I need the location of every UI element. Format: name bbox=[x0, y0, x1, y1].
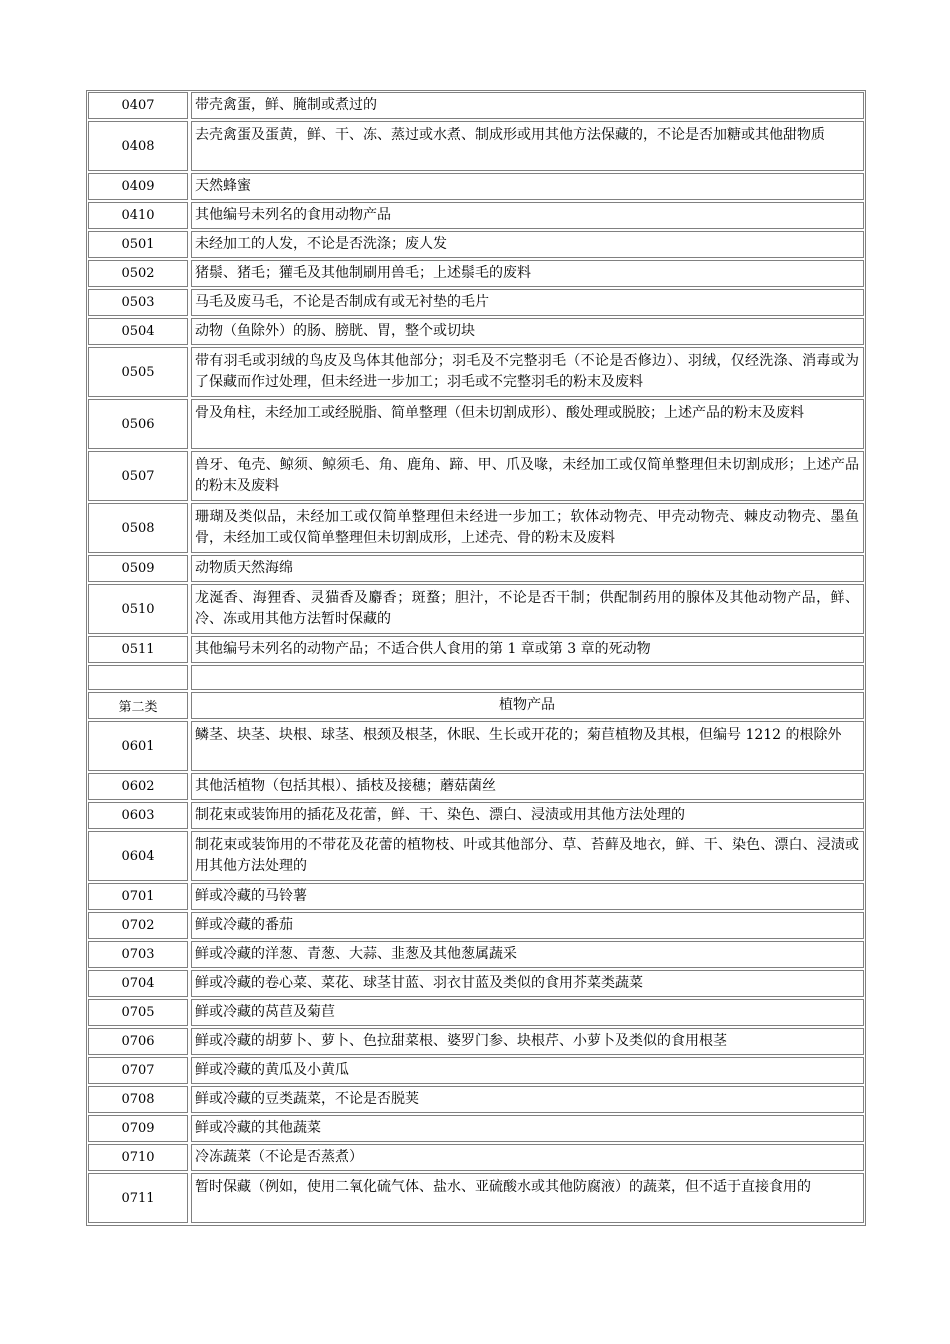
table-row bbox=[88, 665, 864, 690]
description-cell: 鲜或冷藏的黄瓜及小黄瓜 bbox=[191, 1057, 864, 1084]
table-row bbox=[88, 555, 864, 582]
description-cell: 鲜或冷藏的其他蔬菜 bbox=[191, 1115, 864, 1142]
code-cell: 0506 bbox=[88, 399, 188, 449]
description-cell: 植物产品 bbox=[191, 692, 864, 719]
description-cell: 其他编号未列名的动物产品；不适合供人食用的第 1 章或第 3 章的死动物 bbox=[191, 636, 864, 663]
table-row bbox=[88, 773, 864, 800]
table-row bbox=[88, 584, 864, 634]
table-row bbox=[88, 636, 864, 663]
code-cell: 0408 bbox=[88, 121, 188, 171]
description-cell: 马毛及废马毛，不论是否制成有或无衬垫的毛片 bbox=[191, 289, 864, 316]
table-row bbox=[88, 802, 864, 829]
description-cell: 鲜或冷藏的豆类蔬菜，不论是否脱荚 bbox=[191, 1086, 864, 1113]
description-cell: 天然蜂蜜 bbox=[191, 173, 864, 200]
description-cell: 动物质天然海绵 bbox=[191, 555, 864, 582]
description-cell: 龙涎香、海狸香、灵猫香及麝香；斑蝥；胆汁，不论是否干制；供配制药用的腺体及其他动物产品，鲜、冷、冻或用其他方法暂时保藏的 bbox=[191, 584, 864, 634]
description-cell: 鳞茎、块茎、块根、球茎、根颈及根茎，休眠、生长或开花的；菊苣植物及其根，但编号 1212 的根除外 bbox=[191, 721, 864, 771]
code-cell: 0503 bbox=[88, 289, 188, 316]
description-cell: 带有羽毛或羽绒的鸟皮及鸟体其他部分；羽毛及不完整羽毛（不论是否修边）、羽绒，仅经洗涤、消毒或为了保藏而作过处理，但未经进一步加工；羽毛或不完整羽毛的粉末及废料 bbox=[191, 347, 864, 397]
table-row bbox=[88, 121, 864, 171]
table-row bbox=[88, 1144, 864, 1171]
table-row bbox=[88, 1173, 864, 1223]
table-row bbox=[88, 1028, 864, 1055]
description-cell: 带壳禽蛋，鲜、腌制或煮过的 bbox=[191, 92, 864, 119]
code-cell: 0705 bbox=[88, 999, 188, 1026]
code-cell: 0711 bbox=[88, 1173, 188, 1223]
table-row bbox=[88, 970, 864, 997]
description-cell: 冷冻蔬菜（不论是否蒸煮） bbox=[191, 1144, 864, 1171]
description-cell: 其他编号未列名的食用动物产品 bbox=[191, 202, 864, 229]
code-cell: 0703 bbox=[88, 941, 188, 968]
table-row bbox=[88, 1086, 864, 1113]
code-cell: 0710 bbox=[88, 1144, 188, 1171]
description-cell: 鲜或冷藏的卷心菜、菜花、球茎甘蓝、羽衣甘蓝及类似的食用芥菜类蔬菜 bbox=[191, 970, 864, 997]
code-cell: 0706 bbox=[88, 1028, 188, 1055]
description-cell: 暂时保藏（例如，使用二氧化硫气体、盐水、亚硫酸水或其他防腐液）的蔬菜，但不适于直接食用的 bbox=[191, 1173, 864, 1223]
table-row bbox=[88, 318, 864, 345]
code-cell: 0407 bbox=[88, 92, 188, 119]
description-cell: 鲜或冷藏的马铃薯 bbox=[191, 883, 864, 910]
code-cell: 0704 bbox=[88, 970, 188, 997]
code-cell: 第二类 bbox=[88, 692, 188, 719]
table-row bbox=[88, 92, 864, 119]
code-cell bbox=[88, 665, 188, 690]
description-cell: 鲜或冷藏的莴苣及菊苣 bbox=[191, 999, 864, 1026]
table-row bbox=[88, 1115, 864, 1142]
description-cell: 去壳禽蛋及蛋黄，鲜、干、冻、蒸过或水煮、制成形或用其他方法保藏的，不论是否加糖或其他甜物质 bbox=[191, 121, 864, 171]
description-cell: 制花束或装饰用的不带花及花蕾的植物枝、叶或其他部分、草、苔藓及地衣，鲜、干、染色、漂白、浸渍或用其他方法处理的 bbox=[191, 831, 864, 881]
description-cell: 骨及角柱，未经加工或经脱脂、简单整理（但未切割成形）、酸处理或脱胶；上述产品的粉末及废料 bbox=[191, 399, 864, 449]
code-cell: 0602 bbox=[88, 773, 188, 800]
tariff-table bbox=[86, 90, 866, 1226]
code-cell: 0709 bbox=[88, 1115, 188, 1142]
description-cell: 未经加工的人发，不论是否洗涤；废人发 bbox=[191, 231, 864, 258]
code-cell: 0708 bbox=[88, 1086, 188, 1113]
table-row bbox=[88, 399, 864, 449]
code-cell: 0701 bbox=[88, 883, 188, 910]
description-cell: 鲜或冷藏的番茄 bbox=[191, 912, 864, 939]
code-cell: 0409 bbox=[88, 173, 188, 200]
code-cell: 0702 bbox=[88, 912, 188, 939]
table-row bbox=[88, 999, 864, 1026]
code-cell: 0511 bbox=[88, 636, 188, 663]
description-cell: 鲜或冷藏的洋葱、青葱、大蒜、韭葱及其他葱属蔬采 bbox=[191, 941, 864, 968]
table-row bbox=[88, 289, 864, 316]
table-row bbox=[88, 202, 864, 229]
table-row bbox=[88, 1057, 864, 1084]
description-cell: 其他活植物（包括其根）、插枝及接穗；蘑菇菌丝 bbox=[191, 773, 864, 800]
code-cell: 0603 bbox=[88, 802, 188, 829]
table-row bbox=[88, 912, 864, 939]
description-cell bbox=[191, 665, 864, 690]
table-row bbox=[88, 503, 864, 553]
code-cell: 0505 bbox=[88, 347, 188, 397]
code-cell: 0601 bbox=[88, 721, 188, 771]
table-row bbox=[88, 692, 864, 719]
code-cell: 0604 bbox=[88, 831, 188, 881]
table-row bbox=[88, 451, 864, 501]
table-row bbox=[88, 941, 864, 968]
code-cell: 0501 bbox=[88, 231, 188, 258]
description-cell: 动物（鱼除外）的肠、膀胱、胃，整个或切块 bbox=[191, 318, 864, 345]
table-row bbox=[88, 173, 864, 200]
description-cell: 制花束或装饰用的插花及花蕾，鲜、干、染色、漂白、浸渍或用其他方法处理的 bbox=[191, 802, 864, 829]
description-cell: 鲜或冷藏的胡萝卜、萝卜、色拉甜菜根、婆罗门参、块根芹、小萝卜及类似的食用根茎 bbox=[191, 1028, 864, 1055]
code-cell: 0508 bbox=[88, 503, 188, 553]
table-row bbox=[88, 231, 864, 258]
code-cell: 0504 bbox=[88, 318, 188, 345]
code-cell: 0510 bbox=[88, 584, 188, 634]
description-cell: 兽牙、龟壳、鲸须、鲸须毛、角、鹿角、蹄、甲、爪及喙，未经加工或仅简单整理但未切割成形；上述产品的粉末及废料 bbox=[191, 451, 864, 501]
code-cell: 0509 bbox=[88, 555, 188, 582]
table-row bbox=[88, 883, 864, 910]
table-row bbox=[88, 260, 864, 287]
table-row bbox=[88, 347, 864, 397]
code-cell: 0410 bbox=[88, 202, 188, 229]
table-row bbox=[88, 721, 864, 771]
code-cell: 0502 bbox=[88, 260, 188, 287]
description-cell: 猪鬃、猪毛；獾毛及其他制刷用兽毛；上述鬃毛的废料 bbox=[191, 260, 864, 287]
code-cell: 0707 bbox=[88, 1057, 188, 1084]
table-row bbox=[88, 831, 864, 881]
description-cell: 珊瑚及类似品，未经加工或仅简单整理但未经进一步加工；软体动物壳、甲壳动物壳、棘皮动物壳、墨鱼骨，未经加工或仅简单整理但未切割成形，上述壳、骨的粉末及废料 bbox=[191, 503, 864, 553]
code-cell: 0507 bbox=[88, 451, 188, 501]
